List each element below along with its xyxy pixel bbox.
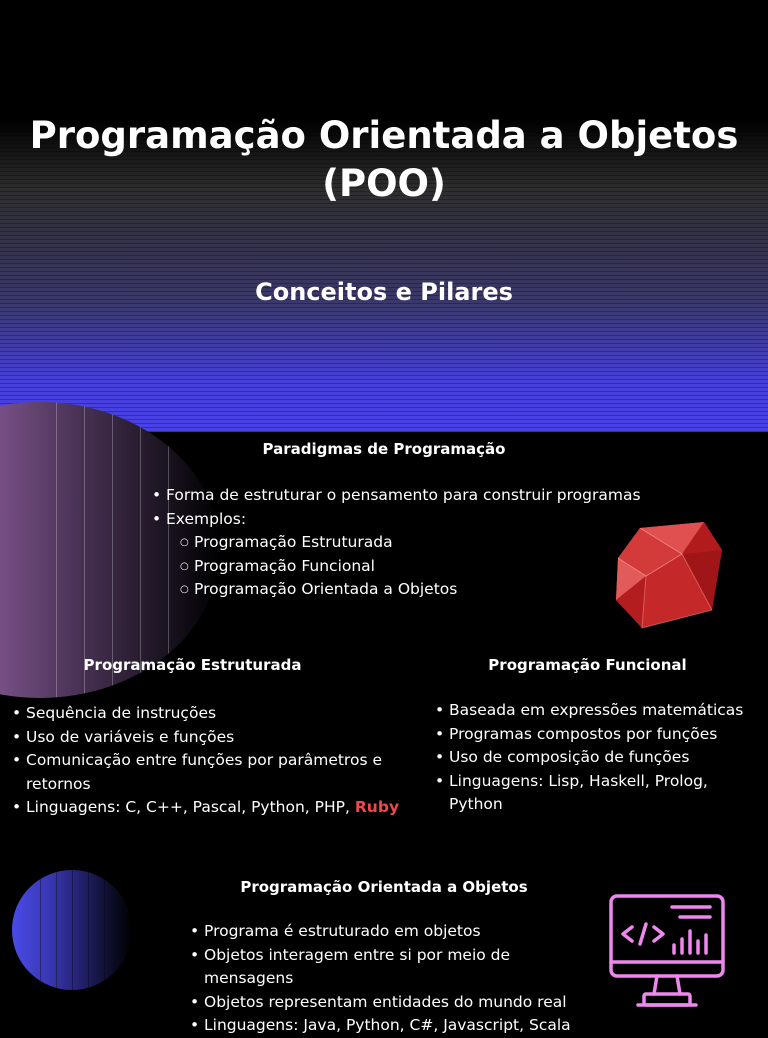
list-item: • Programas compostos por funções: [435, 723, 765, 747]
oop-heading: Programação Orientada a Objetos: [240, 878, 528, 896]
code-monitor-icon: [608, 893, 726, 1009]
list-item: [12, 796, 402, 820]
list-item-label: Exemplos:: [166, 509, 247, 528]
paradigms-heading: Paradigmas de Programação: [262, 440, 506, 458]
list-item: ○ Programação Orientada a Objetos: [180, 578, 652, 602]
title-line-1: Programação Orientada a Objetos: [29, 114, 739, 157]
list-item: [152, 508, 652, 602]
page-subtitle: Conceitos e Pilares: [255, 278, 513, 306]
ruby-gem-icon: [612, 520, 724, 632]
decorative-circle-blue: [12, 870, 132, 990]
ruby-highlight: Ruby: [354, 798, 400, 816]
list-item: ○ Programação Funcional: [180, 555, 652, 579]
list-item: • Objetos interagem entre si por meio de mensagens: [190, 944, 600, 991]
structured-heading: Programação Estruturada: [83, 656, 302, 674]
list-item: • Forma de estruturar o pensamento para construir programas: [152, 484, 652, 508]
list-item: • Objetos representam entidades do mundo real: [190, 991, 600, 1015]
functional-list: [435, 699, 765, 817]
list-item: • Uso de composição de funções: [435, 746, 765, 770]
list-item: • Sequência de instruções: [12, 702, 402, 726]
list-item: • Baseada em expressões matemáticas: [435, 699, 765, 723]
paradigms-list: [152, 484, 652, 602]
list-item: ○ Programação Estruturada: [180, 531, 652, 555]
languages-text: Linguagens: C, C++, Pascal, Python, PHP,: [26, 798, 355, 816]
structured-list: [12, 702, 402, 820]
oop-list: [190, 920, 600, 1038]
title-line-2: (POO): [322, 162, 446, 205]
page-title: [0, 112, 768, 208]
list-item: • Programa é estruturado em objetos: [190, 920, 600, 944]
functional-heading: Programação Funcional: [488, 656, 687, 674]
examples-list: [166, 531, 652, 602]
title-banner: [0, 0, 768, 432]
list-item: • Comunicação entre funções por parâmetros e retornos: [12, 749, 402, 796]
list-item: • Uso de variáveis e funções: [12, 726, 402, 750]
list-item: • Linguagens: Lisp, Haskell, Prolog, Python: [435, 770, 765, 817]
list-item: • Linguagens: Java, Python, C#, Javascript, Scala: [190, 1014, 600, 1038]
